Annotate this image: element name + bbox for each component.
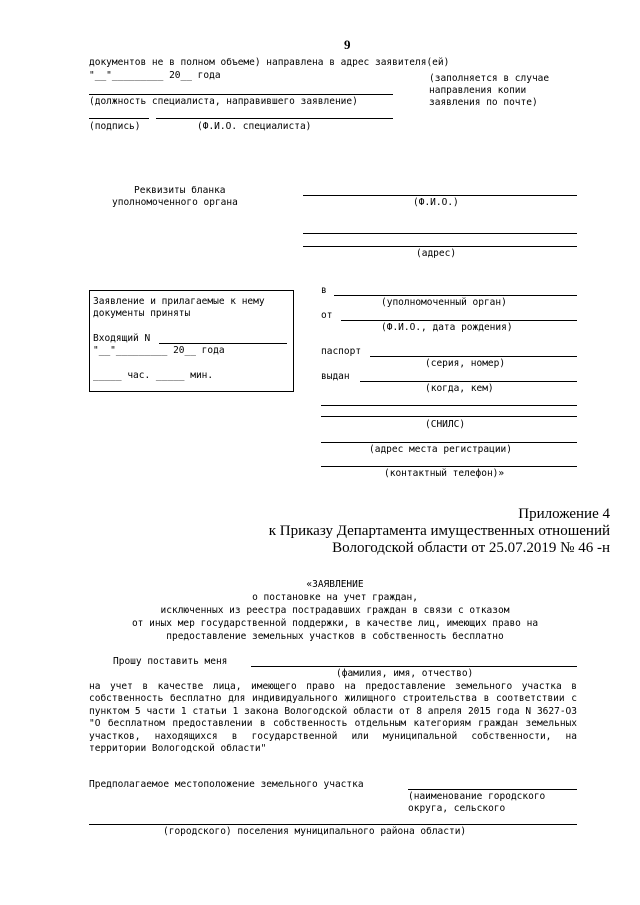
statement-body: на учет в качестве лица, имеющего право на предоставление земельного участка в собственность бесплатно для индивидуального жилищного строительства в соответствии с пунктом 5 части 1 статьи 1 закона Вологодской области от 8 апреля 2015 года N 3627-ОЗ "О бесплатном предоставлении в собственность отдельным категориям граждан земельных участков, находящихся в государственной или муниципальной собственности, на территории Вологодской области" bbox=[89, 681, 577, 755]
fio-specialist-underline bbox=[156, 118, 393, 119]
incoming-label: Входящий N bbox=[93, 333, 151, 344]
appendix-line-2: к Приказу Департамента имущественных отношений bbox=[268, 523, 610, 539]
snils-underline bbox=[321, 416, 577, 417]
issued-underline-2 bbox=[321, 405, 577, 406]
requisites-line-2: уполномоченного органа bbox=[112, 197, 238, 208]
passport-label: паспорт bbox=[321, 346, 362, 357]
name-caption: (фамилия, имя, отчество) bbox=[336, 668, 474, 679]
passport-underline bbox=[370, 356, 577, 357]
appendix-line-1: Приложение 4 bbox=[518, 506, 610, 522]
signature-caption: (подпись) bbox=[89, 121, 141, 132]
position-caption: (должность специалиста, направившего заявление) bbox=[89, 96, 358, 107]
requisites-line-1: Реквизиты бланка bbox=[134, 185, 226, 196]
location-caption-2: округа, сельского bbox=[408, 803, 506, 814]
fio-dob-caption: (Ф.И.О., дата рождения) bbox=[381, 322, 513, 333]
statement-title: «ЗАЯВЛЕНИЕ bbox=[306, 579, 364, 590]
issued-underline bbox=[360, 381, 577, 382]
receipt-line-1: Заявление и прилагаемые к нему bbox=[93, 296, 265, 307]
when-who-caption: (когда, кем) bbox=[425, 383, 494, 394]
location-label: Предполагаемое местоположение земельного участка bbox=[89, 779, 364, 790]
position-underline bbox=[89, 94, 393, 95]
statement-subtitle-4: предоставление земельных участков в собственность бесплатно bbox=[166, 631, 504, 642]
incoming-underline bbox=[159, 343, 287, 344]
appendix-line-3: Вологодской области от 25.07.2019 № 46 -н bbox=[332, 540, 610, 556]
reg-address-underline bbox=[321, 442, 577, 443]
page-number: 9 bbox=[344, 37, 351, 52]
issued-label: выдан bbox=[321, 371, 350, 382]
fio-dob-underline bbox=[341, 320, 577, 321]
settlement-caption: (городского) поселения муниципального района области) bbox=[163, 826, 467, 837]
top-text-line: документов не в полном объеме) направлена в адрес заявителя(ей) bbox=[89, 57, 450, 68]
authority-caption: (уполномоченный орган) bbox=[381, 297, 507, 308]
phone-underline bbox=[321, 466, 577, 467]
address-underline-1 bbox=[303, 233, 577, 234]
statement-subtitle-3: от иных мер государственной поддержки, в качестве лиц, имеющих право на bbox=[131, 618, 539, 629]
settlement-underline bbox=[89, 824, 577, 825]
series-caption: (серия, номер) bbox=[425, 358, 506, 369]
top-note-line-2: направления копии bbox=[429, 85, 527, 96]
authority-underline bbox=[334, 295, 577, 296]
fio-specialist-caption: (Ф.И.О. специалиста) bbox=[197, 121, 312, 132]
statement-subtitle-2: исключенных из реестра пострадавших граждан в связи с отказом bbox=[160, 605, 510, 616]
receipt-time-line: _____ час. _____ мин. bbox=[93, 370, 214, 381]
request-label: Прошу поставить меня bbox=[113, 656, 228, 667]
top-date-line: "__"_________ 20__ года bbox=[89, 70, 221, 81]
location-caption-1: (наименование городского bbox=[408, 791, 546, 802]
address-underline-2 bbox=[303, 246, 577, 247]
top-note-line-3: заявления по почте) bbox=[429, 97, 538, 108]
name-underline bbox=[251, 666, 577, 667]
statement-subtitle-1: о постановке на учет граждан, bbox=[252, 592, 418, 603]
fio-caption: (Ф.И.О.) bbox=[413, 197, 459, 208]
fio-underline bbox=[303, 195, 577, 196]
receipt-line-2: документы приняты bbox=[93, 308, 191, 319]
address-caption: (адрес) bbox=[416, 248, 457, 259]
location-underline bbox=[408, 789, 577, 790]
from-label: от bbox=[321, 310, 333, 321]
top-note-line-1: (заполняется в случае bbox=[429, 73, 550, 84]
snils-caption: (СНИЛС) bbox=[425, 419, 466, 430]
to-label: в bbox=[321, 285, 327, 296]
phone-caption: (контактный телефон)» bbox=[384, 468, 505, 479]
signature-underline bbox=[89, 118, 149, 119]
receipt-date-line: "__"_________ 20__ года bbox=[93, 345, 225, 356]
reg-address-caption: (адрес места регистрации) bbox=[369, 444, 512, 455]
